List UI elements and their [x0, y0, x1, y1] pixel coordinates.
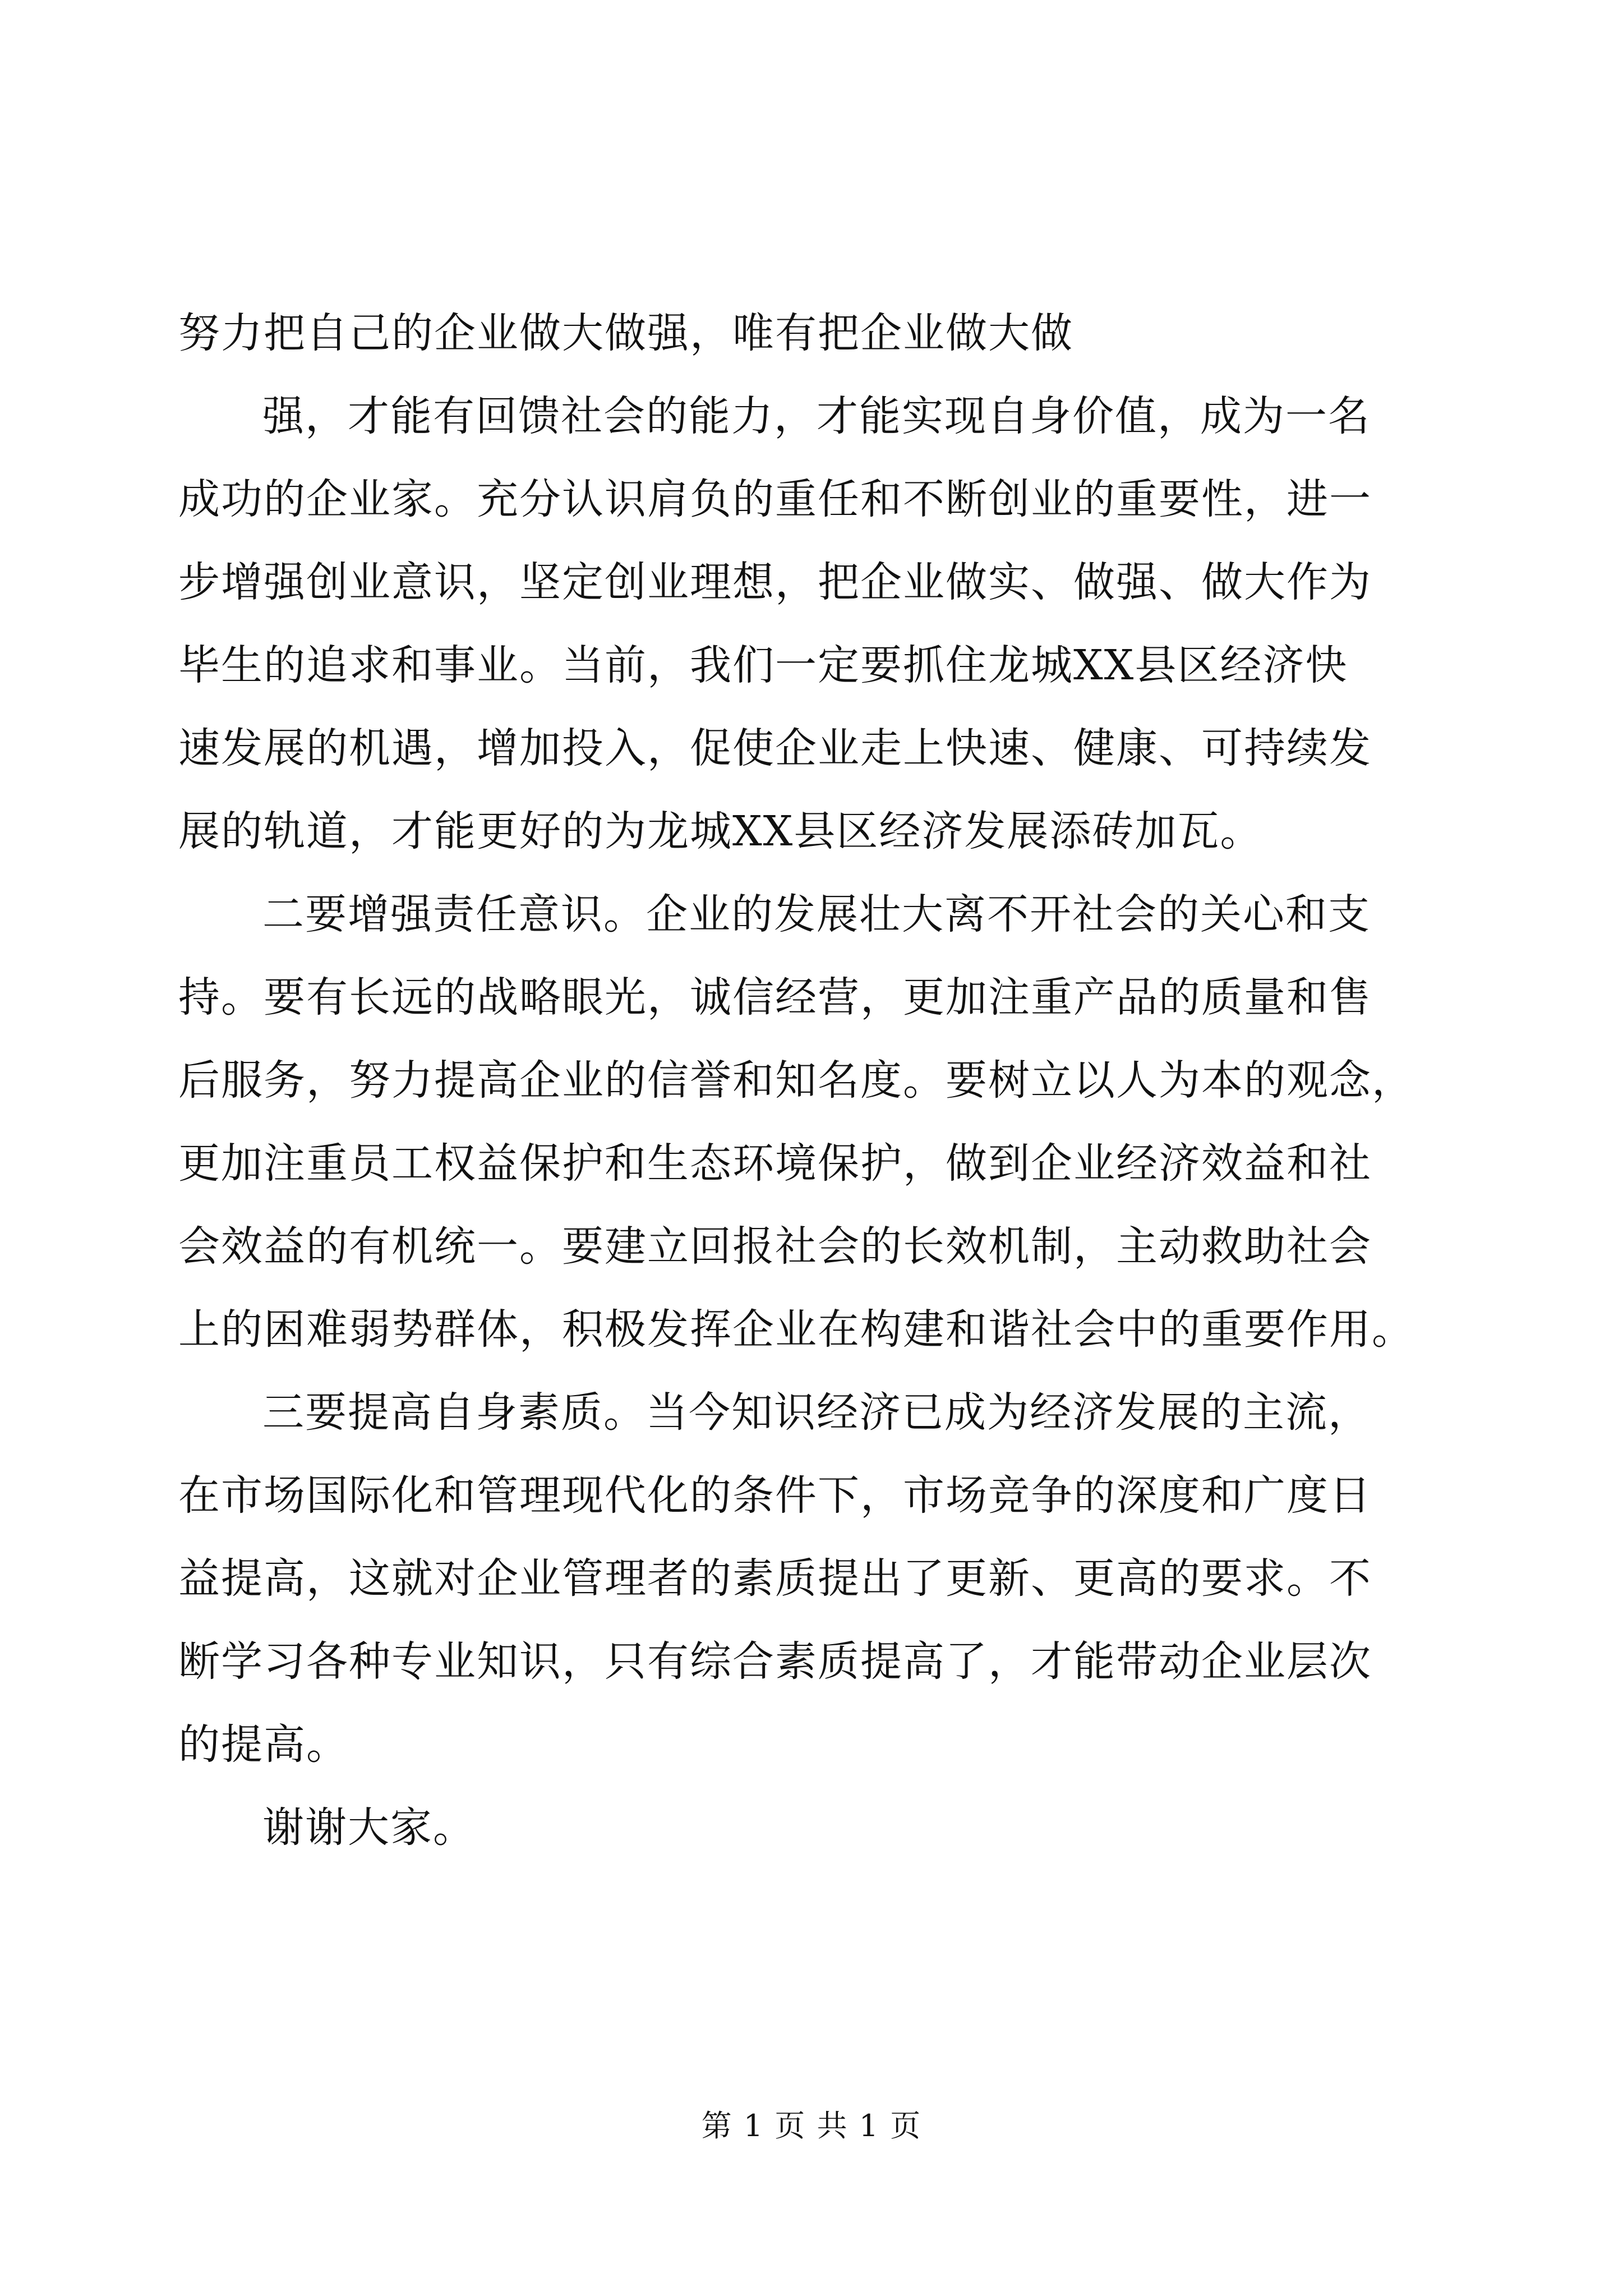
page-number-footer: 第 1 页 共 1 页 [701, 2108, 922, 2143]
text-line: 会效益的有机统一。要建立回报社会的长效机制，主动救助社会 [178, 1222, 1372, 1271]
text-line: 更加注重员工权益保护和生态环境保护，做到企业经济效益和社 [178, 1139, 1372, 1188]
text-line: 的提高。 [178, 1720, 349, 1769]
text-line: 三要提高自身素质。当今知识经济已成为经济发展的主流， [262, 1388, 1371, 1437]
paragraph-4 [178, 1371, 1435, 1786]
paragraph-2 [178, 375, 1435, 873]
text-line: 速发展的机遇，增加投入，促使企业走上快速、健康、可持续发 [178, 724, 1372, 772]
text-line: 成功的企业家。充分认识肩负的重任和不断创业的重要性，进一 [178, 475, 1372, 523]
document-body [178, 292, 1435, 1869]
paragraph-5 [178, 1786, 1435, 1869]
text-line: 上的困难弱势群体，积极发挥企业在构建和谐社会中的重要作用。 [178, 1305, 1414, 1354]
text-line: 努力把自己的企业做大做强，唯有把企业做大做 [178, 309, 1073, 357]
paragraph-3 [178, 873, 1435, 1371]
text-line: 在市场国际化和管理现代化的条件下，市场竞争的深度和广度日 [178, 1471, 1372, 1520]
text-line: 益提高，这就对企业管理者的素质提出了更新、更高的要求。不 [178, 1554, 1372, 1603]
paragraph-1 [178, 292, 1435, 375]
text-line: 步增强创业意识，坚定创业理想，把企业做实、做强、做大作为 [178, 558, 1372, 606]
text-line: 强，才能有回馈社会的能力，才能实现自身价值，成为一名 [262, 392, 1371, 440]
text-line: 谢谢大家。 [262, 1803, 476, 1852]
text-line: 二要增强责任意识。企业的发展壮大离不开社会的关心和支 [262, 890, 1371, 938]
text-line: 断学习各种专业知识，只有综合素质提高了，才能带动企业层次 [178, 1637, 1372, 1686]
text-line: 持。要有长远的战略眼光，诚信经营，更加注重产品的质量和售 [178, 973, 1372, 1022]
text-line: 毕生的追求和事业。当前，我们一定要抓住龙城XX县区经济快 [178, 641, 1348, 689]
text-line: 展的轨道，才能更好的为龙城XX县区经济发展添砖加瓦。 [178, 807, 1263, 855]
text-line: 后服务，努力提高企业的信誉和知名度。要树立以人为本的观念， [178, 1056, 1414, 1105]
